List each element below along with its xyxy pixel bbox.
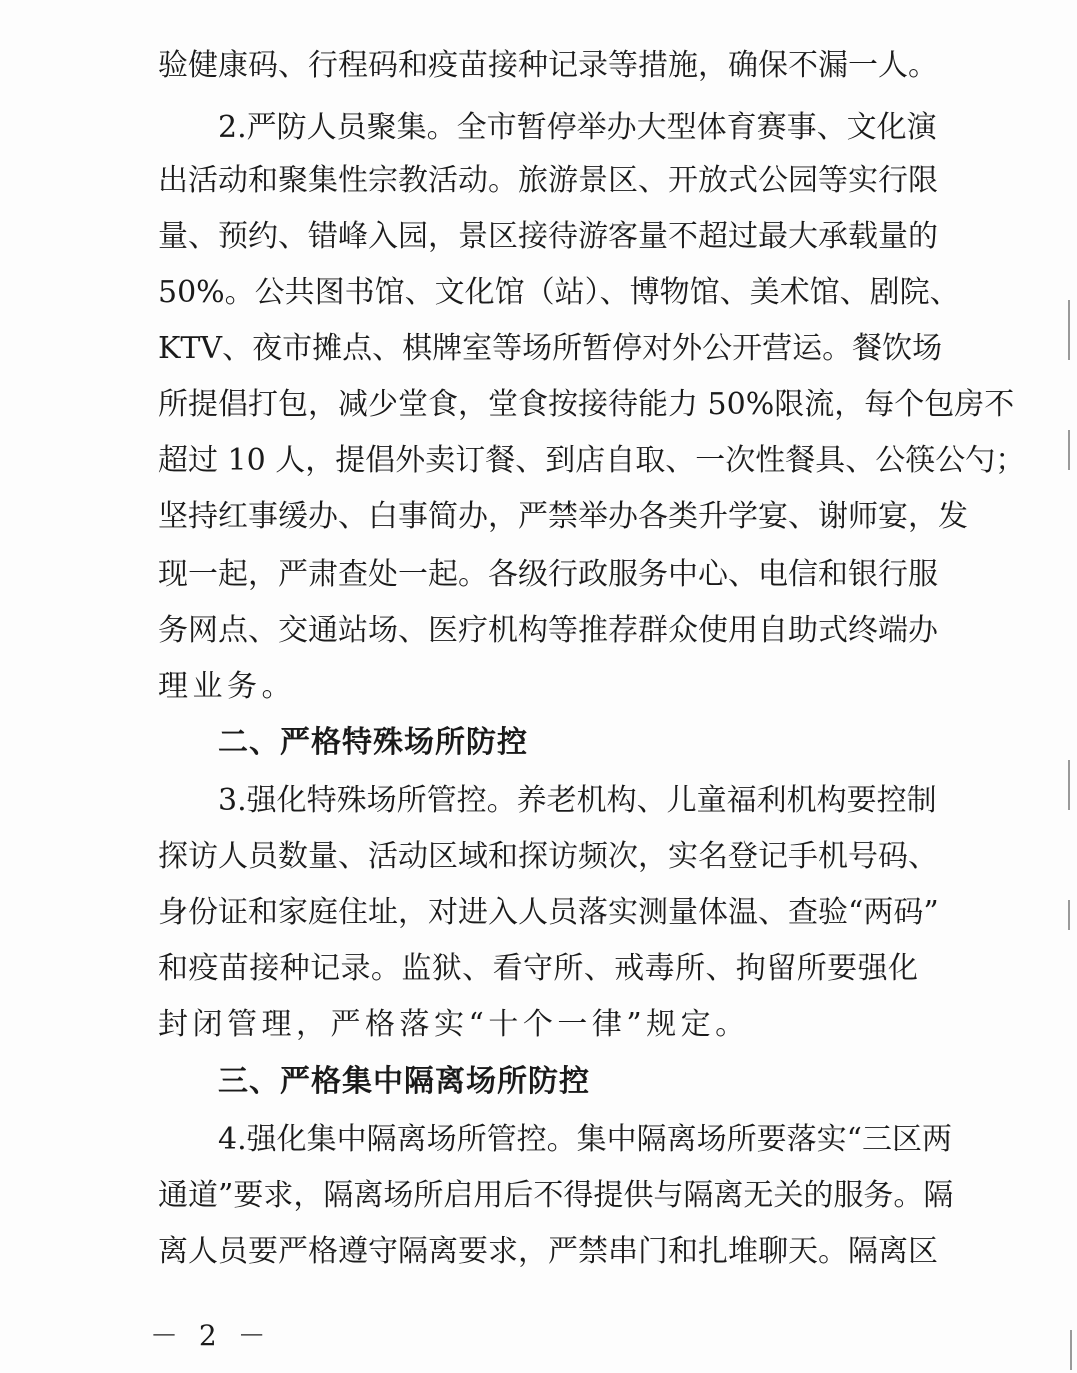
text-line: 量、预约、错峰入园，景区接待游客量不超过最大承载量的 (158, 219, 938, 254)
text-line: 探访人员数量、活动区域和探访频次，实名登记手机号码、 (158, 839, 938, 874)
text-line: 所提倡打包，减少堂食，堂食按接待能力 50%限流，每个包房不 (158, 387, 1015, 422)
section-heading: 三、严格集中隔离场所防控 (218, 1064, 590, 1099)
text-line: 理业务。 (158, 669, 296, 704)
scan-artifact (1068, 300, 1070, 360)
text-line: 3.强化特殊场所管控。养老机构、儿童福利机构要控制 (218, 783, 937, 818)
text-line: 2.严防人员聚集。全市暂停举办大型体育赛事、文化演 (218, 110, 937, 145)
text-line: 坚持红事缓办、白事简办，严禁举办各类升学宴、谢师宴，发 (158, 499, 968, 534)
text-line: 通道”要求，隔离场所启用后不得提供与隔离无关的服务。隔 (158, 1178, 954, 1213)
page-number: － 2 － (150, 1319, 272, 1352)
scan-artifact (1068, 900, 1070, 930)
text-line: 验健康码、行程码和疫苗接种记录等措施，确保不漏一人。 (158, 48, 938, 83)
text-line: 现一起，严肃查处一起。各级行政服务中心、电信和银行服 (158, 557, 938, 592)
text-line: 出活动和聚集性宗教活动。旅游景区、开放式公园等实行限 (158, 163, 938, 198)
scan-artifact (1068, 430, 1070, 470)
text-line: 离人员要严格遵守隔离要求，严禁串门和扎堆聊天。隔离区 (158, 1234, 938, 1269)
text-line: 务网点、交通站场、医疗机构等推荐群众使用自助式终端办 (158, 613, 938, 648)
text-line: 封闭管理，严格落实“十个一律”规定。 (158, 1007, 750, 1042)
text-line: KTV、夜市摊点、棋牌室等场所暂停对外公开营运。餐饮场 (158, 331, 943, 366)
scan-artifact (1070, 1330, 1072, 1370)
text-line: 身份证和家庭住址，对进入人员落实测量体温、查验“两码” (158, 895, 939, 930)
section-heading: 二、严格特殊场所防控 (218, 725, 528, 760)
text-line: 超过 10 人，提倡外卖订餐、到店自取、一次性餐具、公筷公勺； (158, 443, 1026, 478)
text-line: 50%。公共图书馆、文化馆（站）、博物馆、美术馆、剧院、 (158, 275, 960, 310)
text-line: 4.强化集中隔离场所管控。集中隔离场所要落实“三区两 (218, 1122, 952, 1157)
scan-artifact (1068, 760, 1070, 810)
text-line: 和疫苗接种记录。监狱、看守所、戒毒所、拘留所要强化 (158, 951, 918, 986)
